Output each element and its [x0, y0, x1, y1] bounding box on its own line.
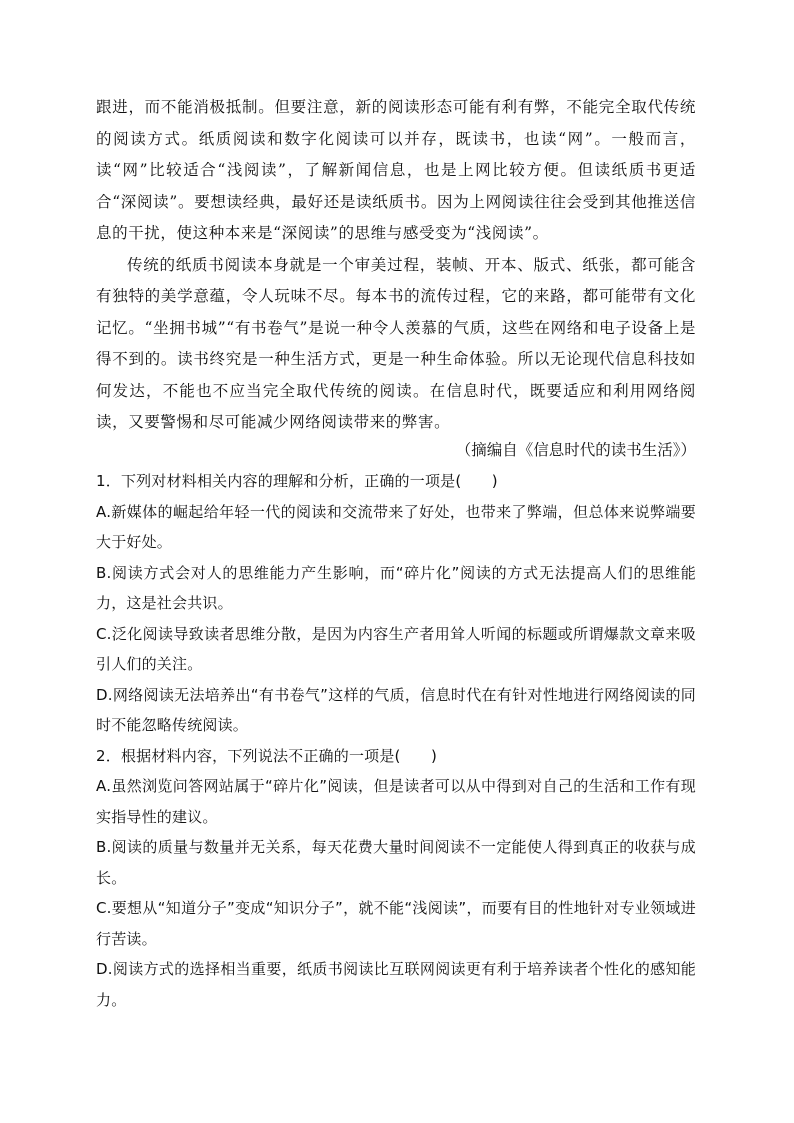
passage-paragraph-1: 跟进，而不能消极抵制。但要注意，新的阅读形态可能有利有弊，不能完全取代传统的阅读方式。纸质阅读和数字化阅读可以并存，既读书，也读“网”。一般而言，读“网”比较适合“浅阅读”，了解新闻信息，也是上网比较方便。但读纸质书更适合“深阅读”。要想读经典，最好还是读纸质书。因为上网阅读往往会受到其他推送信息的干扰，使这种本来是“深阅读”的思维与感受变为“浅阅读”。 [96, 98, 696, 242]
question-2-option-a: A.虽然浏览问答网站属于“碎片化”阅读，但是读者可以从中得到对自己的生活和工作有现实指导性的建议。 [96, 777, 696, 826]
question-1-option-a: A.新媒体的崛起给年轻一代的阅读和交流带来了好处，也带来了弊端，但总体来说弊端要大于好处。 [96, 502, 696, 551]
question-2-option-c: C.要想从“知道分子”变成“知识分子”，就不能“浅阅读”，而要有目的性地针对专业领域进行苦读。 [96, 899, 696, 948]
question-2-stem: 2．根据材料内容，下列说法不正确的一项是( ) [96, 746, 438, 765]
passage-source: （摘编自《信息时代的读书生活》） [455, 441, 696, 459]
passage-paragraph-2: 传统的纸质书阅读本身就是一个审美过程，装帧、开本、版式、纸张，都可能含有独特的美学意蕴，令人玩味不尽。每本书的流传过程，它的来路，都可能带有文化记忆。“坐拥书城”“有书卷气”是说一种令人羡慕的气质，这些在网络和电子设备上是得不到的。读书终究是一种生活方式，更是一种生命体验。所以无论现代信息科技如何发达，不能也不应当完全取代传统的阅读。在信息时代，既要适应和利用网络阅读，又要警惕和尽可能减少网络阅读带来的弊害。 [96, 255, 696, 431]
question-1 [96, 466, 696, 741]
question-1-option-c: C.泛化阅读导致读者思维分散，是因为内容生产者用耸人听闻的标题或所谓爆款文章来吸引人们的关注。 [96, 624, 696, 673]
question-2-option-b: B.阅读的质量与数量并无关系，每天花费大量时间阅读不一定能使人得到真正的收获与成长。 [96, 838, 696, 887]
reading-passage [96, 92, 696, 439]
question-1-stem: 1．下列对材料相关内容的理解和分析，正确的一项是( ) [96, 472, 498, 490]
question-1-option-b: B.阅读方式会对人的思维能力产生影响，而“碎片化”阅读的方式无法提高人们的思维能力，这是社会共识。 [96, 563, 696, 612]
question-2 [96, 741, 696, 1016]
question-1-option-d: D.网络阅读无法培养出“有书卷气”这样的气质，信息时代在有针对性地进行网络阅读的同时不能忽略传统阅读。 [96, 685, 696, 734]
question-2-option-d: D.阅读方式的选择相当重要，纸质书阅读比互联网阅读更有利于培养读者个性化的感知能力。 [96, 960, 696, 1009]
question-list [96, 466, 696, 1015]
